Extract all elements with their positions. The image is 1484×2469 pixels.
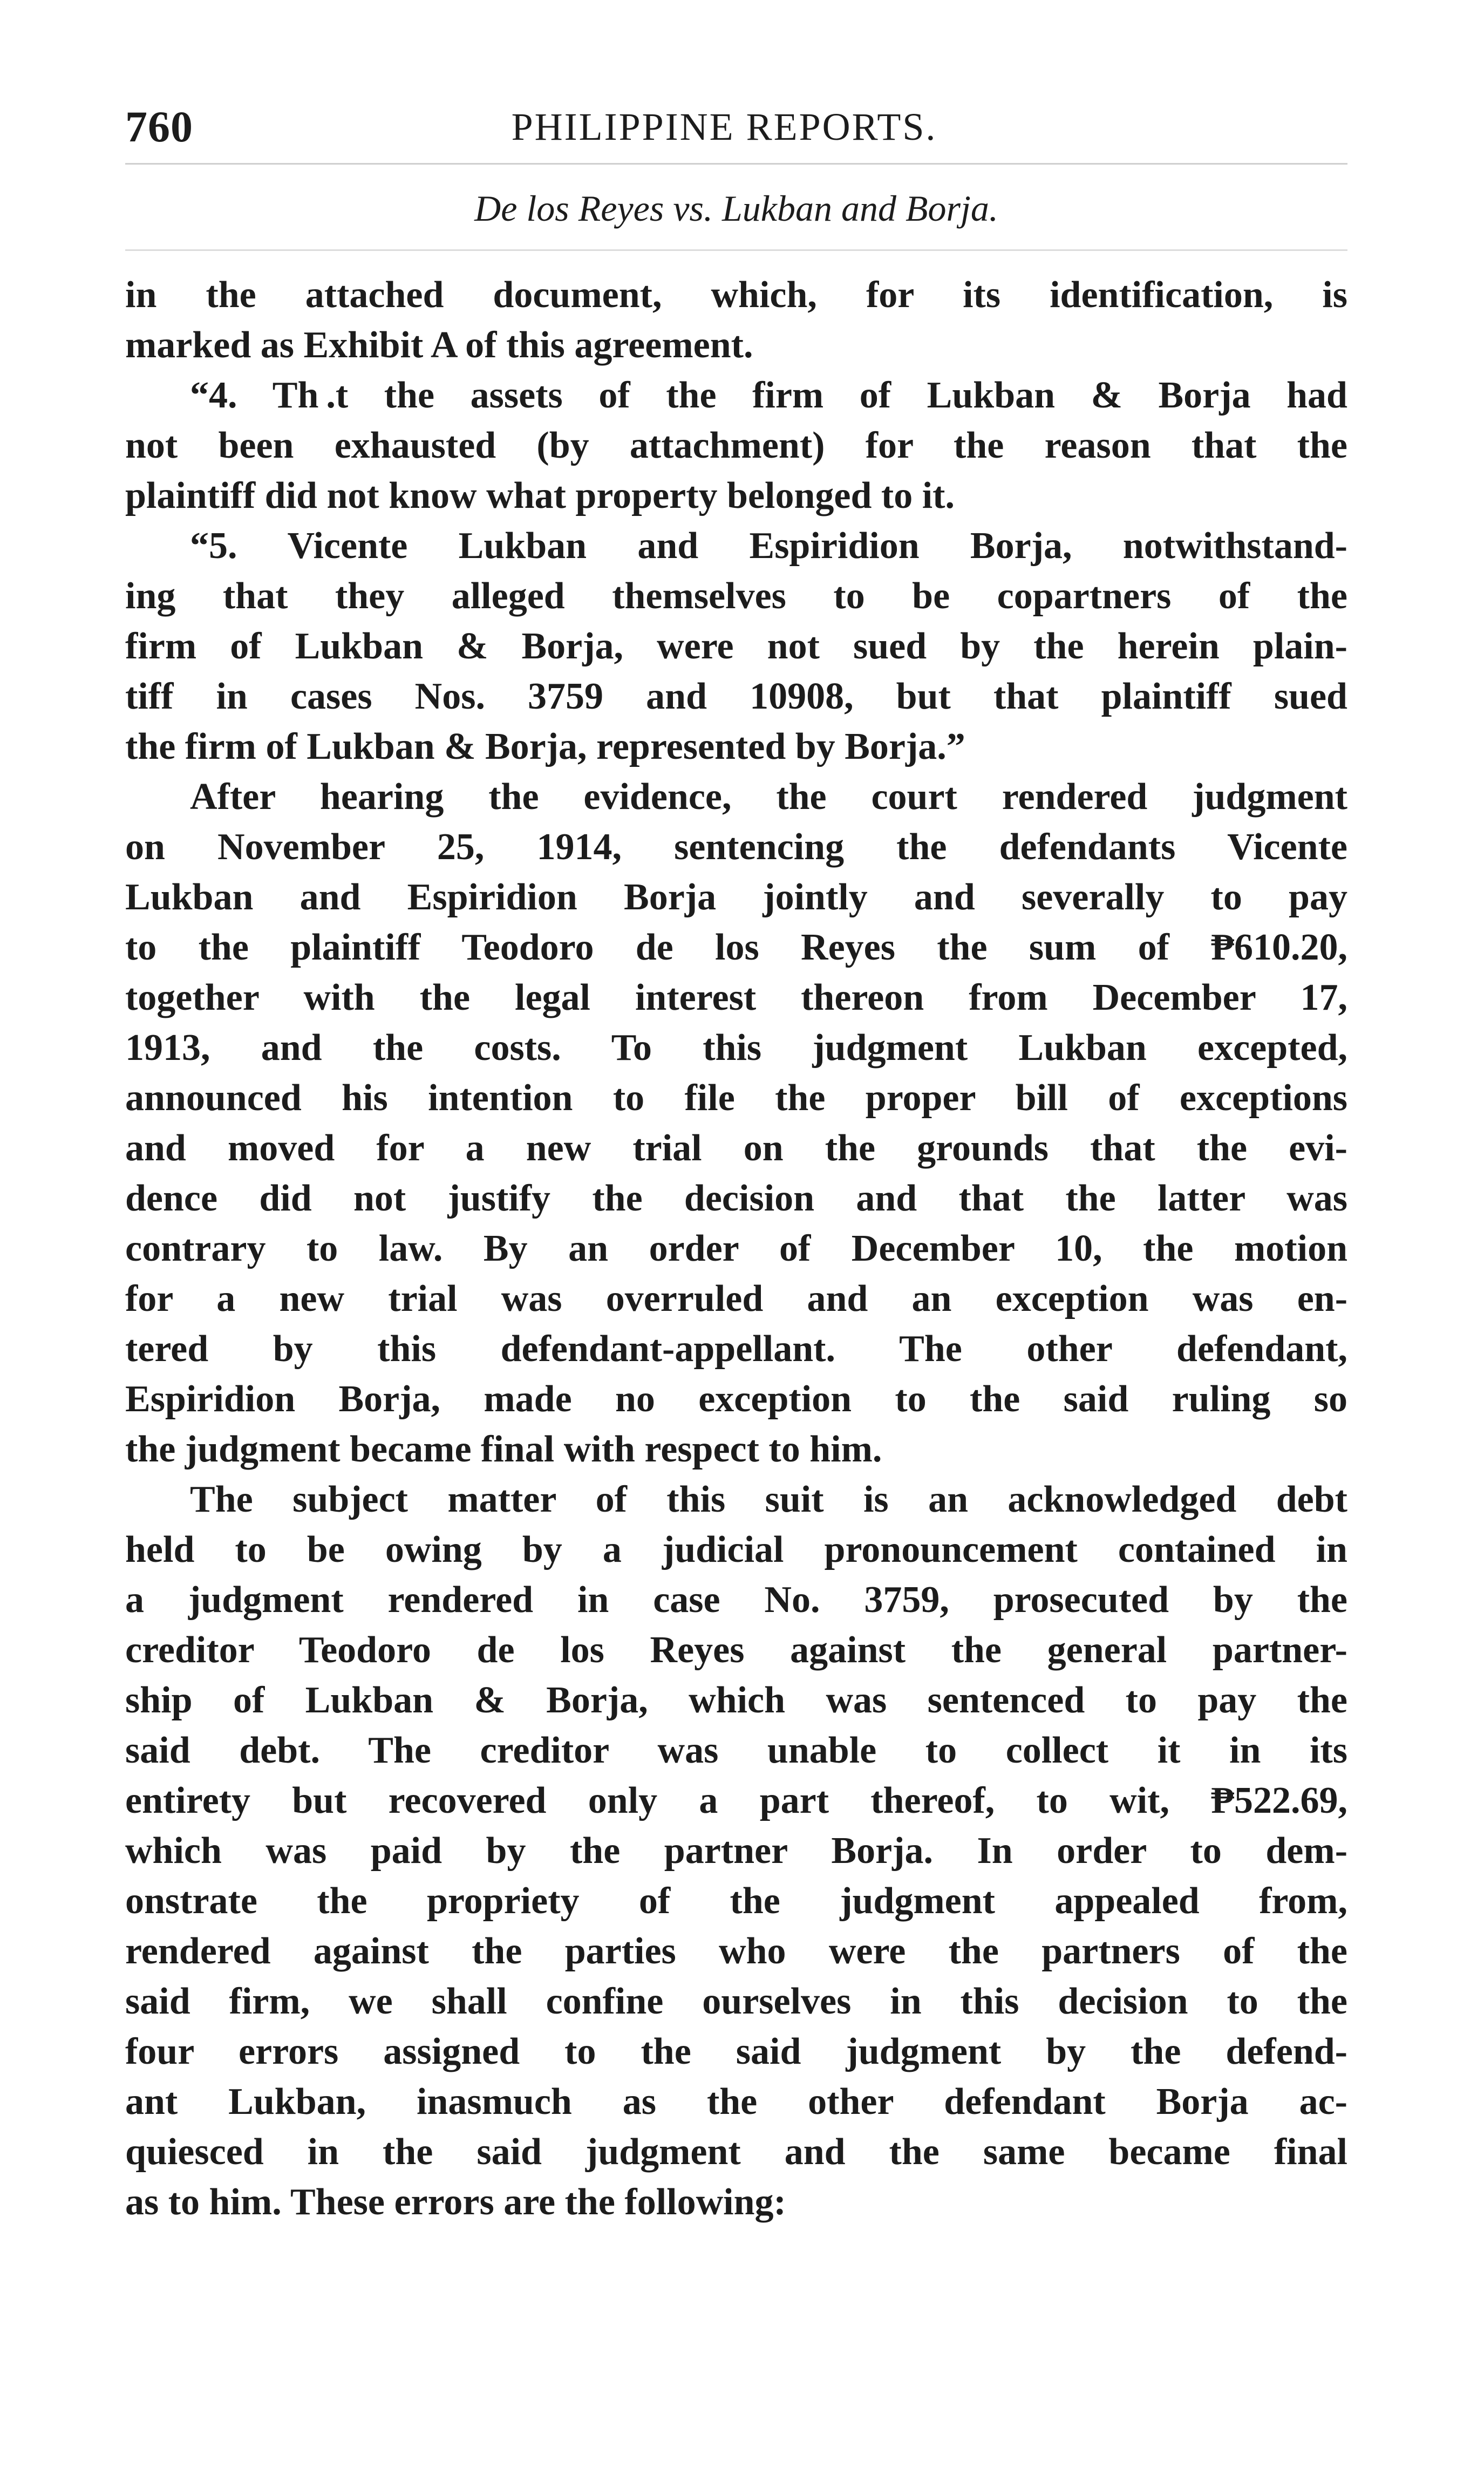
text-line: to the plaintiff Teodoro de los Reyes the sum of ₱610.20, xyxy=(125,927,1347,968)
text-line: firm of Lukban & Borja, were not sued by the herein plain- xyxy=(125,625,1347,667)
text-line: tered by this defendant-appellant. The other defendant, xyxy=(125,1328,1347,1370)
text-line: in the attached document, which, for its identification, is xyxy=(125,274,1347,316)
text-line: four errors assigned to the said judgment by the defend- xyxy=(125,2031,1347,2072)
text-line: ship of Lukban & Borja, which was sentenced to pay the xyxy=(125,1679,1347,1721)
text-line: which was paid by the partner Borja. In order to dem- xyxy=(125,1830,1347,1872)
text-line: After hearing the evidence, the court rendered judgment xyxy=(190,776,1347,818)
text-line: as to him. These errors are the following: xyxy=(125,2181,786,2223)
text-line: dence did not justify the decision and that the latter was xyxy=(125,1178,1347,1219)
text-line: marked as Exhibit A of this agreement. xyxy=(125,324,753,366)
text-line: together with the legal interest thereon from December 17, xyxy=(125,977,1347,1018)
text-line: “5. Vicente Lukban and Espiridion Borja, notwithstand- xyxy=(190,525,1347,567)
text-line: Espiridion Borja, made no exception to the said ruling so xyxy=(125,1378,1347,1420)
page-number: 760 xyxy=(125,102,193,151)
text-line: “4. Th .t the assets of the firm of Lukban & Borja had xyxy=(190,375,1347,416)
text-line: the firm of Lukban & Borja, represented by Borja.” xyxy=(125,726,965,767)
text-line: plaintiff did not know what property belonged to it. xyxy=(125,475,955,516)
text-line: contrary to law. By an order of December 10, the motion xyxy=(125,1228,1347,1269)
body-text xyxy=(125,270,1347,2227)
text-line: not been exhausted (by attachment) for the reason that the xyxy=(125,425,1347,466)
text-line: said firm, we shall confine ourselves in this decision to the xyxy=(125,1981,1347,2022)
text-line: onstrate the propriety of the judgment appealed from, xyxy=(125,1880,1347,1922)
header-divider xyxy=(125,163,1347,165)
page-header xyxy=(125,100,1347,159)
running-title: PHILIPPINE REPORTS. xyxy=(511,105,937,148)
text-line: creditor Teodoro de los Reyes against the general partner- xyxy=(125,1629,1347,1671)
caption-divider xyxy=(125,249,1347,251)
text-line: 1913, and the costs. To this judgment Lukban excepted, xyxy=(125,1027,1347,1069)
text-line: the judgment became final with respect to him. xyxy=(125,1429,882,1470)
text-line: for a new trial was overruled and an exception was en- xyxy=(125,1278,1347,1319)
text-line: held to be owing by a judicial pronouncement contained in xyxy=(125,1529,1347,1570)
text-line: entirety but recovered only a part thereof, to wit, ₱522.69, xyxy=(125,1780,1347,1821)
text-line: The subject matter of this suit is an acknowledged debt xyxy=(190,1479,1347,1520)
text-line: Lukban and Espiridion Borja jointly and severally to pay xyxy=(125,876,1347,918)
text-line: ing that they alleged themselves to be copartners of the xyxy=(125,575,1347,617)
text-line: announced his intention to file the proper bill of exceptions xyxy=(125,1077,1347,1119)
text-line: and moved for a new trial on the grounds that the evi- xyxy=(125,1127,1347,1169)
text-line: said debt. The creditor was unable to collect it in its xyxy=(125,1730,1347,1771)
text-line: quiesced in the said judgment and the same became final xyxy=(125,2131,1347,2173)
case-caption: De los Reyes vs. Lukban and Borja. xyxy=(474,188,998,229)
text-line: on November 25, 1914, sentencing the defendants Vicente xyxy=(125,826,1347,868)
text-line: ant Lukban, inasmuch as the other defendant Borja ac- xyxy=(125,2081,1347,2123)
text-line: rendered against the parties who were the partners of the xyxy=(125,1930,1347,1972)
text-line: a judgment rendered in case No. 3759, prosecuted by the xyxy=(125,1579,1347,1621)
text-line: tiff in cases Nos. 3759 and 10908, but that plaintiff sued xyxy=(125,676,1347,717)
